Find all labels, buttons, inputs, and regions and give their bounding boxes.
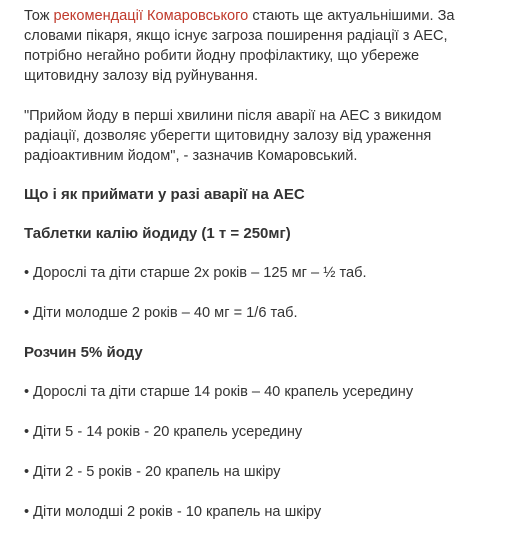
list-item: • Дорослі та діти старше 2х років – 125 мг – ½ таб. bbox=[24, 265, 367, 281]
tablets-heading: Таблетки калію йодиду (1 т = 250мг) bbox=[24, 225, 291, 242]
komarovsky-recommendations-link[interactable]: рекомендації Комаровського bbox=[53, 8, 249, 24]
list-item: • Діти молодші 2 років - 10 крапель на шкіру bbox=[24, 504, 322, 520]
list-item: • Діти 2 - 5 років - 20 крапель на шкіру bbox=[24, 464, 281, 480]
intro-text-after: стають ще актуальнішими. За словами пікаря, якщо існує загроза поширення радіації з АЕС, потрібно негайно робити йодну профілактику, що убереже щитовидну залозу від руйнування. bbox=[24, 8, 455, 84]
intro-paragraph bbox=[24, 6, 495, 86]
section-heading: Що і як приймати у разі аварії на АЕС bbox=[24, 186, 305, 203]
list-item: • Дорослі та діти старше 14 років – 40 крапель усередину bbox=[24, 384, 414, 400]
solution-heading: Розчин 5% йоду bbox=[24, 344, 143, 361]
list-item: • Діти 5 - 14 років - 20 крапель усередину bbox=[24, 424, 303, 440]
list-item: • Діти молодше 2 років – 40 мг = 1/6 таб. bbox=[24, 305, 298, 321]
quote-paragraph: "Прийом йоду в перші хвилини після аварії на АЕС з викидом радіації, дозволяє уберегти щитовидну залозу від ураження радіоактивним йодом", - зазначив Комаровський. bbox=[24, 108, 442, 164]
intro-text-before: Тож bbox=[24, 8, 54, 24]
